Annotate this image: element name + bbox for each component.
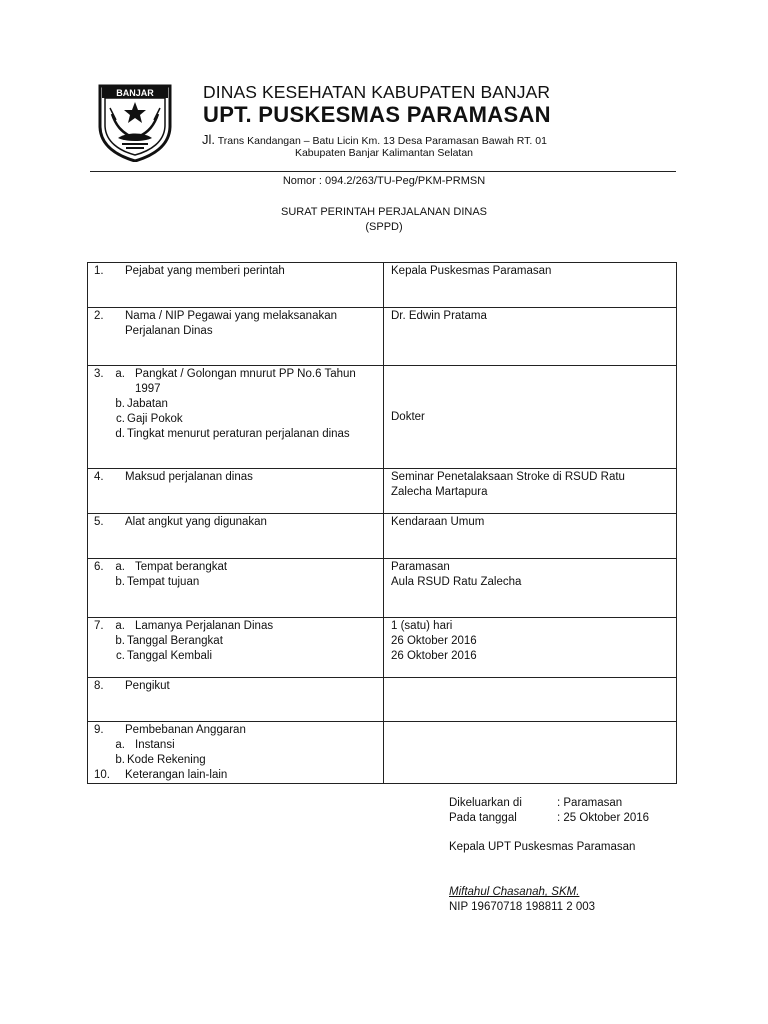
sub-item: d. Tingkat menurut peraturan perjalanan dinas <box>115 428 350 440</box>
row-values <box>384 559 677 618</box>
sub-item: c. Tanggal Kembali <box>116 650 213 662</box>
row-value-line: 1 (satu) hari <box>391 620 453 632</box>
table-row <box>88 366 677 469</box>
sub-item: b. Kode Rekening <box>115 754 206 766</box>
address-line-2: Kabupaten Banjar Kalimantan Selatan <box>294 147 474 159</box>
row-label: Pembebanan Anggaran <box>125 724 246 736</box>
date-label: Pada tanggal <box>449 812 517 824</box>
sub-item: b. Tanggal Berangkat <box>115 635 223 647</box>
row-label: Alat angkut yang digunakan <box>125 516 267 528</box>
issued-at-value: : Paramasan <box>557 797 623 809</box>
row-number: 5. <box>94 516 104 528</box>
row-sub-list <box>88 559 383 590</box>
row-number: 2. <box>94 310 104 322</box>
title-line-2: (SPPD) <box>365 221 403 233</box>
logo-label: BANJAR <box>116 88 154 98</box>
sub-item: a. Lamanya Perjalanan Dinas <box>115 620 274 632</box>
address-prefix: Jl. <box>202 132 215 147</box>
row-10 <box>88 768 383 783</box>
table-row <box>88 514 677 559</box>
table-row <box>88 469 677 514</box>
sub-item: c. Gaji Pokok <box>116 413 183 425</box>
row-label: Pejabat yang memberi perintah <box>125 265 285 277</box>
row-label: Keterangan lain-lain <box>125 769 228 781</box>
row-value-line: Paramasan <box>391 561 450 573</box>
sub-item: b. Jabatan <box>115 398 168 410</box>
row-value: Dokter <box>384 366 677 469</box>
row-number: 8. <box>94 680 104 692</box>
signatory-nip: NIP 19670718 198811 2 003 <box>449 901 596 913</box>
address-line-1 <box>202 132 547 147</box>
row-number: 9. <box>94 724 104 736</box>
row-value: Seminar Penetalaksaan Stroke di RSUD Ratu Zalecha Martapura <box>384 469 677 514</box>
signatory-name: Miftahul Chasanah, SKM. <box>449 886 580 898</box>
row-label: Pengikut <box>125 680 170 692</box>
date-value: : 25 Oktober 2016 <box>557 812 650 824</box>
table-row <box>88 308 677 366</box>
row-number: 6. <box>94 561 104 573</box>
row-value <box>384 722 677 784</box>
row-number: 7. <box>94 620 104 632</box>
row-value-line: 26 Oktober 2016 <box>391 650 477 662</box>
table-row <box>88 678 677 722</box>
sub-item: a. Instansi <box>115 739 175 751</box>
table-row <box>88 559 677 618</box>
letter-number: Nomor : 094.2/263/TU-Peg/PKM-PRMSN <box>282 175 486 187</box>
row-sub-list <box>88 618 383 664</box>
row-number: 3. <box>94 368 104 380</box>
document-title <box>0 205 768 235</box>
row-number: 10. <box>94 769 110 781</box>
table-row <box>88 263 677 308</box>
sub-item: a. Pangkat / Golongan mnurut PP No.6 Tahun 1997 <box>115 368 356 395</box>
sppd-table <box>87 262 677 784</box>
row-value: Kepala Puskesmas Paramasan <box>384 263 677 308</box>
row-value-line: 26 Oktober 2016 <box>391 635 477 647</box>
row-label: Nama / NIP Pegawai yang melaksanakan Perjalanan Dinas <box>125 310 338 337</box>
address-street: Trans Kandangan – Batu Licin Km. 13 Desa Paramasan Bawah RT. 01 <box>215 135 547 147</box>
sub-item: b. Tempat tujuan <box>115 576 200 588</box>
row-values <box>384 618 677 678</box>
institution-name: UPT. PUSKESMAS PARAMASAN <box>203 102 551 127</box>
table-row <box>88 722 677 784</box>
row-value-line: Aula RSUD Ratu Zalecha <box>391 576 522 588</box>
row-number: 1. <box>94 265 104 277</box>
header-divider <box>90 171 676 172</box>
agency-name: DINAS KESEHATAN KABUPATEN BANJAR <box>203 82 551 102</box>
row-number: 4. <box>94 471 104 483</box>
row-label: Maksud perjalanan dinas <box>125 471 253 483</box>
row-value <box>384 678 677 722</box>
row-sub-list <box>88 738 383 768</box>
issued-at-label: Dikeluarkan di <box>449 797 522 809</box>
sub-item: a. Tempat berangkat <box>115 561 228 573</box>
title-line-1: SURAT PERINTAH PERJALANAN DINAS <box>281 206 487 218</box>
row-sub-list <box>88 366 383 442</box>
table-row <box>88 618 677 678</box>
signatory-position: Kepala UPT Puskesmas Paramasan <box>449 841 636 853</box>
row-value: Dr. Edwin Pratama <box>384 308 677 366</box>
row-value: Kendaraan Umum <box>384 514 677 559</box>
